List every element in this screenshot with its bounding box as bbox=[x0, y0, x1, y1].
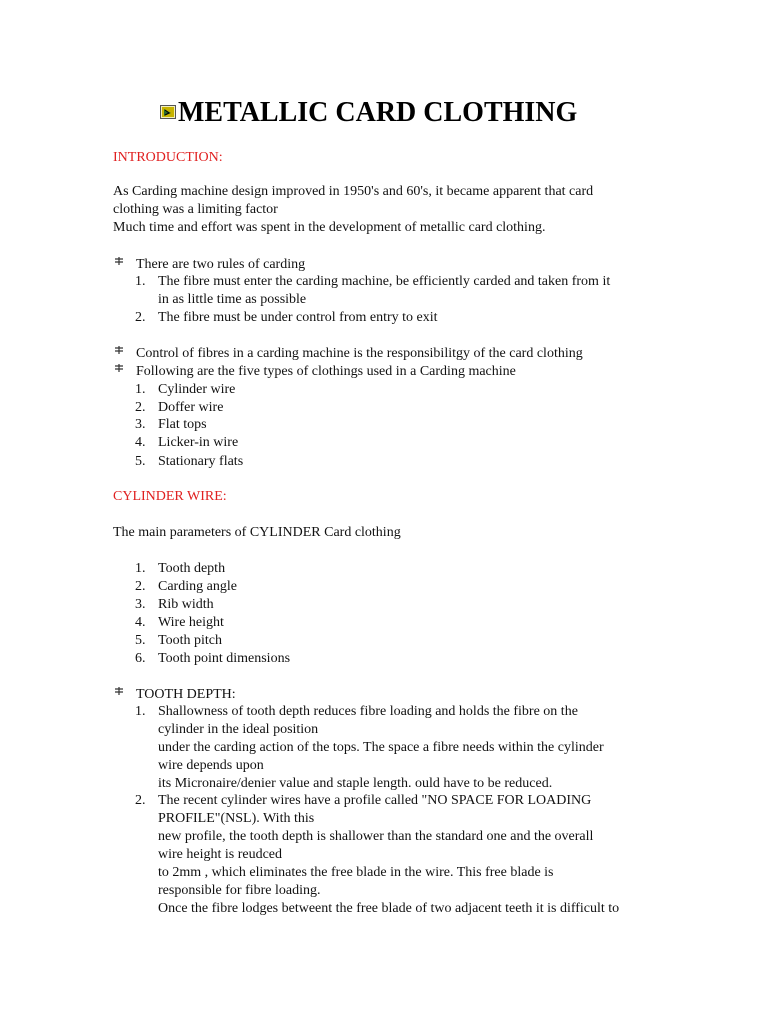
list-item-text bbox=[158, 792, 653, 918]
list-number: 1. bbox=[135, 561, 146, 576]
section-heading-introduction: INTRODUCTION: bbox=[113, 150, 223, 165]
list-line: its Micronaire/denier value and staple length. ould have to be reduced. bbox=[158, 776, 553, 791]
intro-line: clothing was a limiting factor bbox=[113, 202, 278, 217]
section-heading-cylinder-wire: CYLINDER WIRE: bbox=[113, 489, 227, 504]
list-item-text: Doffer wire bbox=[158, 400, 224, 415]
list-item-text: Tooth point dimensions bbox=[158, 651, 291, 666]
list-line: to 2mm , which eliminates the free blade in the wire. This free blade is bbox=[158, 865, 554, 880]
list-line: cylinder in the ideal position bbox=[158, 722, 319, 737]
bullet-text: TOOTH DEPTH: bbox=[136, 687, 236, 702]
bullet-text: Control of fibres in a carding machine is the responsibilitgy of the card clothing bbox=[136, 346, 583, 361]
list-number: 5. bbox=[135, 454, 146, 469]
list-number: 2. bbox=[135, 400, 146, 415]
list-line: PROFILE"(NSL). With this bbox=[158, 811, 315, 826]
list-number: 1. bbox=[135, 382, 146, 397]
list-number: 2. bbox=[135, 579, 146, 594]
list-number: 2. bbox=[135, 793, 146, 808]
asterisk-bullet-icon bbox=[113, 256, 125, 268]
title-text: METALLIC CARD CLOTHING bbox=[178, 97, 578, 128]
list-item-text bbox=[158, 703, 653, 793]
intro-line: As Carding machine design improved in 1950's and 60's, it became apparent that card bbox=[113, 184, 594, 199]
asterisk-bullet-icon bbox=[113, 363, 125, 375]
list-item-text: Tooth pitch bbox=[158, 633, 222, 648]
asterisk-bullet-icon bbox=[113, 686, 125, 698]
list-line: The fibre must enter the carding machine, be efficiently carded and taken from it bbox=[158, 274, 611, 289]
list-item-text: Carding angle bbox=[158, 579, 237, 594]
intro-paragraph bbox=[113, 183, 653, 237]
bullet-text: There are two rules of carding bbox=[136, 257, 306, 272]
asterisk-bullet-icon bbox=[113, 345, 125, 357]
list-line: wire depends upon bbox=[158, 758, 264, 773]
list-number: 2. bbox=[135, 310, 146, 325]
document-bullet-icon bbox=[160, 105, 176, 119]
list-number: 5. bbox=[135, 633, 146, 648]
bullet-text: Following are the five types of clothings used in a Carding machine bbox=[136, 364, 516, 379]
list-number: 1. bbox=[135, 704, 146, 719]
list-line: wire height is reudced bbox=[158, 847, 283, 862]
list-line: in as little time as possible bbox=[158, 292, 307, 307]
list-item-text: Licker-in wire bbox=[158, 435, 239, 450]
list-line: new profile, the tooth depth is shallower than the standard one and the overall bbox=[158, 829, 594, 844]
list-number: 3. bbox=[135, 417, 146, 432]
list-item-text: Tooth depth bbox=[158, 561, 226, 576]
list-number: 1. bbox=[135, 274, 146, 289]
list-number: 4. bbox=[135, 435, 146, 450]
list-number: 6. bbox=[135, 651, 146, 666]
intro-line: Much time and effort was spent in the development of metallic card clothing. bbox=[113, 220, 546, 235]
list-line: The recent cylinder wires have a profile called "NO SPACE FOR LOADING bbox=[158, 793, 592, 808]
document-title bbox=[160, 96, 680, 130]
list-number: 4. bbox=[135, 615, 146, 630]
list-item-text: Flat tops bbox=[158, 417, 207, 432]
list-line: under the carding action of the tops. The space a fibre needs within the cylinder bbox=[158, 740, 604, 755]
list-item-text: Rib width bbox=[158, 597, 214, 612]
list-item-text: Cylinder wire bbox=[158, 382, 236, 397]
list-item-text: Stationary flats bbox=[158, 454, 244, 469]
list-line: Once the fibre lodges betweent the free blade of two adjacent teeth it is difficult to bbox=[158, 901, 620, 916]
list-line: responsible for fibre loading. bbox=[158, 883, 321, 898]
cylinder-intro: The main parameters of CYLINDER Card clothing bbox=[113, 525, 401, 540]
list-number: 3. bbox=[135, 597, 146, 612]
list-item-text: The fibre must be under control from entry to exit bbox=[158, 310, 438, 325]
list-item-text: Wire height bbox=[158, 615, 224, 630]
list-item-text bbox=[158, 273, 653, 309]
list-line: Shallowness of tooth depth reduces fibre loading and holds the fibre on the bbox=[158, 704, 578, 719]
